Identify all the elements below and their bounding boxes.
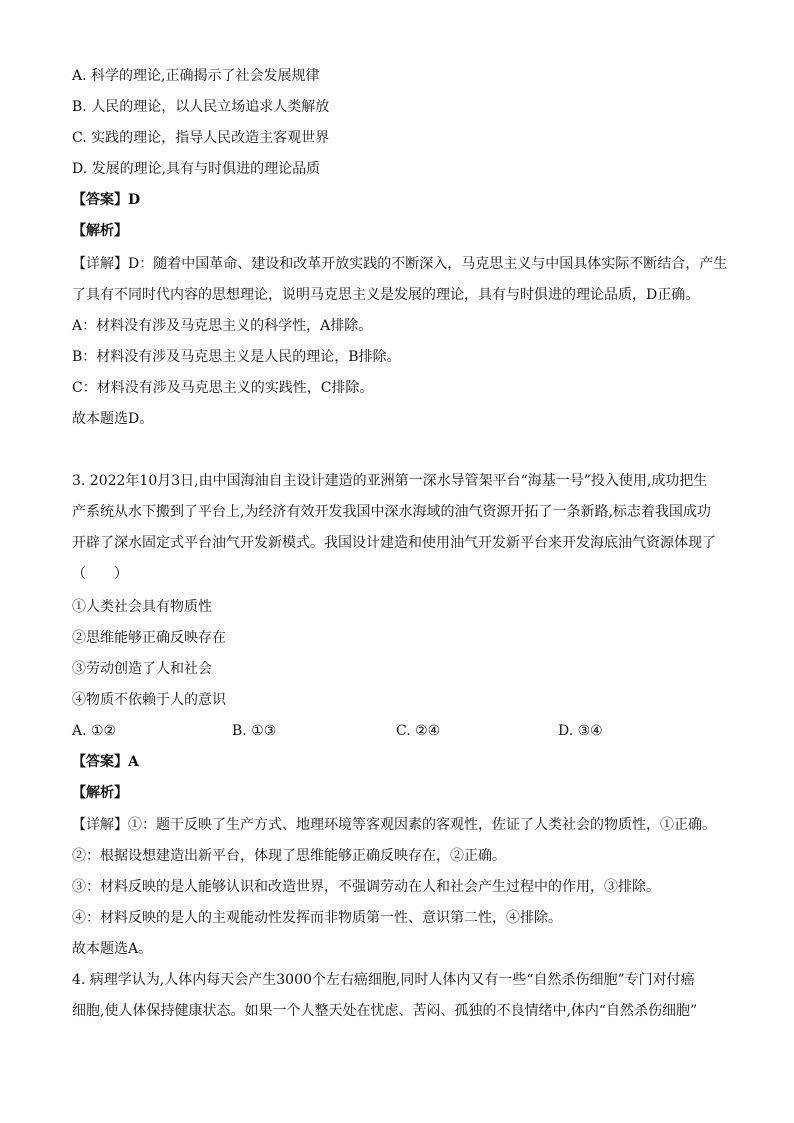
q3-analysis-heading: 【解析】 bbox=[72, 785, 128, 801]
q3-detail-line-1: 【详解】①：题干反映了生产方式、地理环境等客观因素的客观性，佐证了人类社会的物质性，①正确。 bbox=[72, 817, 716, 833]
q3-item-1: ①人类社会具有物质性 bbox=[72, 599, 212, 615]
q2-detail-line-3: A：材料没有涉及马克思主义的科学性，A排除。 bbox=[72, 318, 373, 334]
q2-option-d: D. 发展的理论,具有与时俱进的理论品质 bbox=[72, 161, 321, 177]
q3-item-2: ②思维能够正确反映存在 bbox=[72, 630, 226, 646]
q3-stem-line-3: 开辟了深水固定式平台油气开发新模式。我国设计建造和使用油气开发新平台来开发海底油气资源体现了 bbox=[72, 535, 716, 551]
q4-stem-line-2: 细胞,使人体保持健康状态。如果一个人整天处在忧虑、苦闷、孤独的不良情绪中,体内“自然杀伤细胞” bbox=[72, 1003, 698, 1019]
q2-option-a: A. 科学的理论,正确揭示了社会发展规律 bbox=[72, 68, 320, 84]
q2-analysis-heading: 【解析】 bbox=[72, 223, 128, 239]
q2-detail-line-4: B：材料没有涉及马克思主义是人民的理论，B排除。 bbox=[72, 349, 401, 365]
q2-option-b: B. 人民的理论，以人民立场追求人类解放 bbox=[72, 99, 330, 115]
q3-stem-line-1: 3. 2022年10月3日,由中国海油自主设计建造的亚洲第一深水导管架平台“海基一号”投入使用,成功把生 bbox=[72, 473, 708, 489]
q3-choice-c: C. ②④ bbox=[396, 723, 441, 739]
q3-stem-blank: （ ） bbox=[72, 566, 128, 582]
q2-option-c: C. 实践的理论，指导人民改造主客观世界 bbox=[72, 130, 330, 146]
q4-stem-line-1: 4. 病理学认为,人体内每天会产生3000个左右癌细胞,同时人体内又有一些“自然杀伤细胞”专门对付癌 bbox=[72, 972, 695, 988]
q3-stem-line-2: 产系统从水下搬到了平台上,为经济有效开发我国中深水海域的油气资源开拓了一条新路,标志着我国成功 bbox=[72, 504, 711, 520]
q2-answer: 【答案】D bbox=[72, 192, 141, 208]
q3-item-4: ④物质不依赖于人的意识 bbox=[72, 692, 226, 708]
q3-choice-b: B. ①③ bbox=[232, 723, 277, 739]
q2-detail-line-5: C：材料没有涉及马克思主义的实践性，C排除。 bbox=[72, 380, 374, 396]
q3-detail-line-3: ③：材料反映的是人能够认识和改造世界，不强调劳动在人和社会产生过程中的作用，③排除。 bbox=[72, 879, 660, 895]
q3-detail-conclusion: 故本题选A。 bbox=[72, 941, 153, 957]
q3-item-3: ③劳动创造了人和社会 bbox=[72, 661, 212, 677]
q2-detail-line-1: 【详解】D：随着中国革命、建设和改革开放实践的不断深入，马克思主义与中国具体实际不断结合，产生 bbox=[72, 256, 728, 272]
q3-detail-line-2: ②：根据设想建造出新平台，体现了思维能够正确反映存在，②正确。 bbox=[72, 848, 506, 864]
q3-choice-d: D. ③④ bbox=[558, 723, 603, 739]
q2-detail-line-2: 了具有不同时代内容的思想理论，说明马克思主义是发展的理论，具有与时俱进的理论品质，D正确。 bbox=[72, 287, 700, 303]
q3-choice-a: A. ①② bbox=[72, 723, 117, 739]
q2-detail-conclusion: 故本题选D。 bbox=[72, 411, 154, 427]
q3-answer: 【答案】A bbox=[72, 754, 139, 770]
q3-detail-line-4: ④：材料反映的是人的主观能动性发挥而非物质第一性、意识第二性，④排除。 bbox=[72, 910, 562, 926]
